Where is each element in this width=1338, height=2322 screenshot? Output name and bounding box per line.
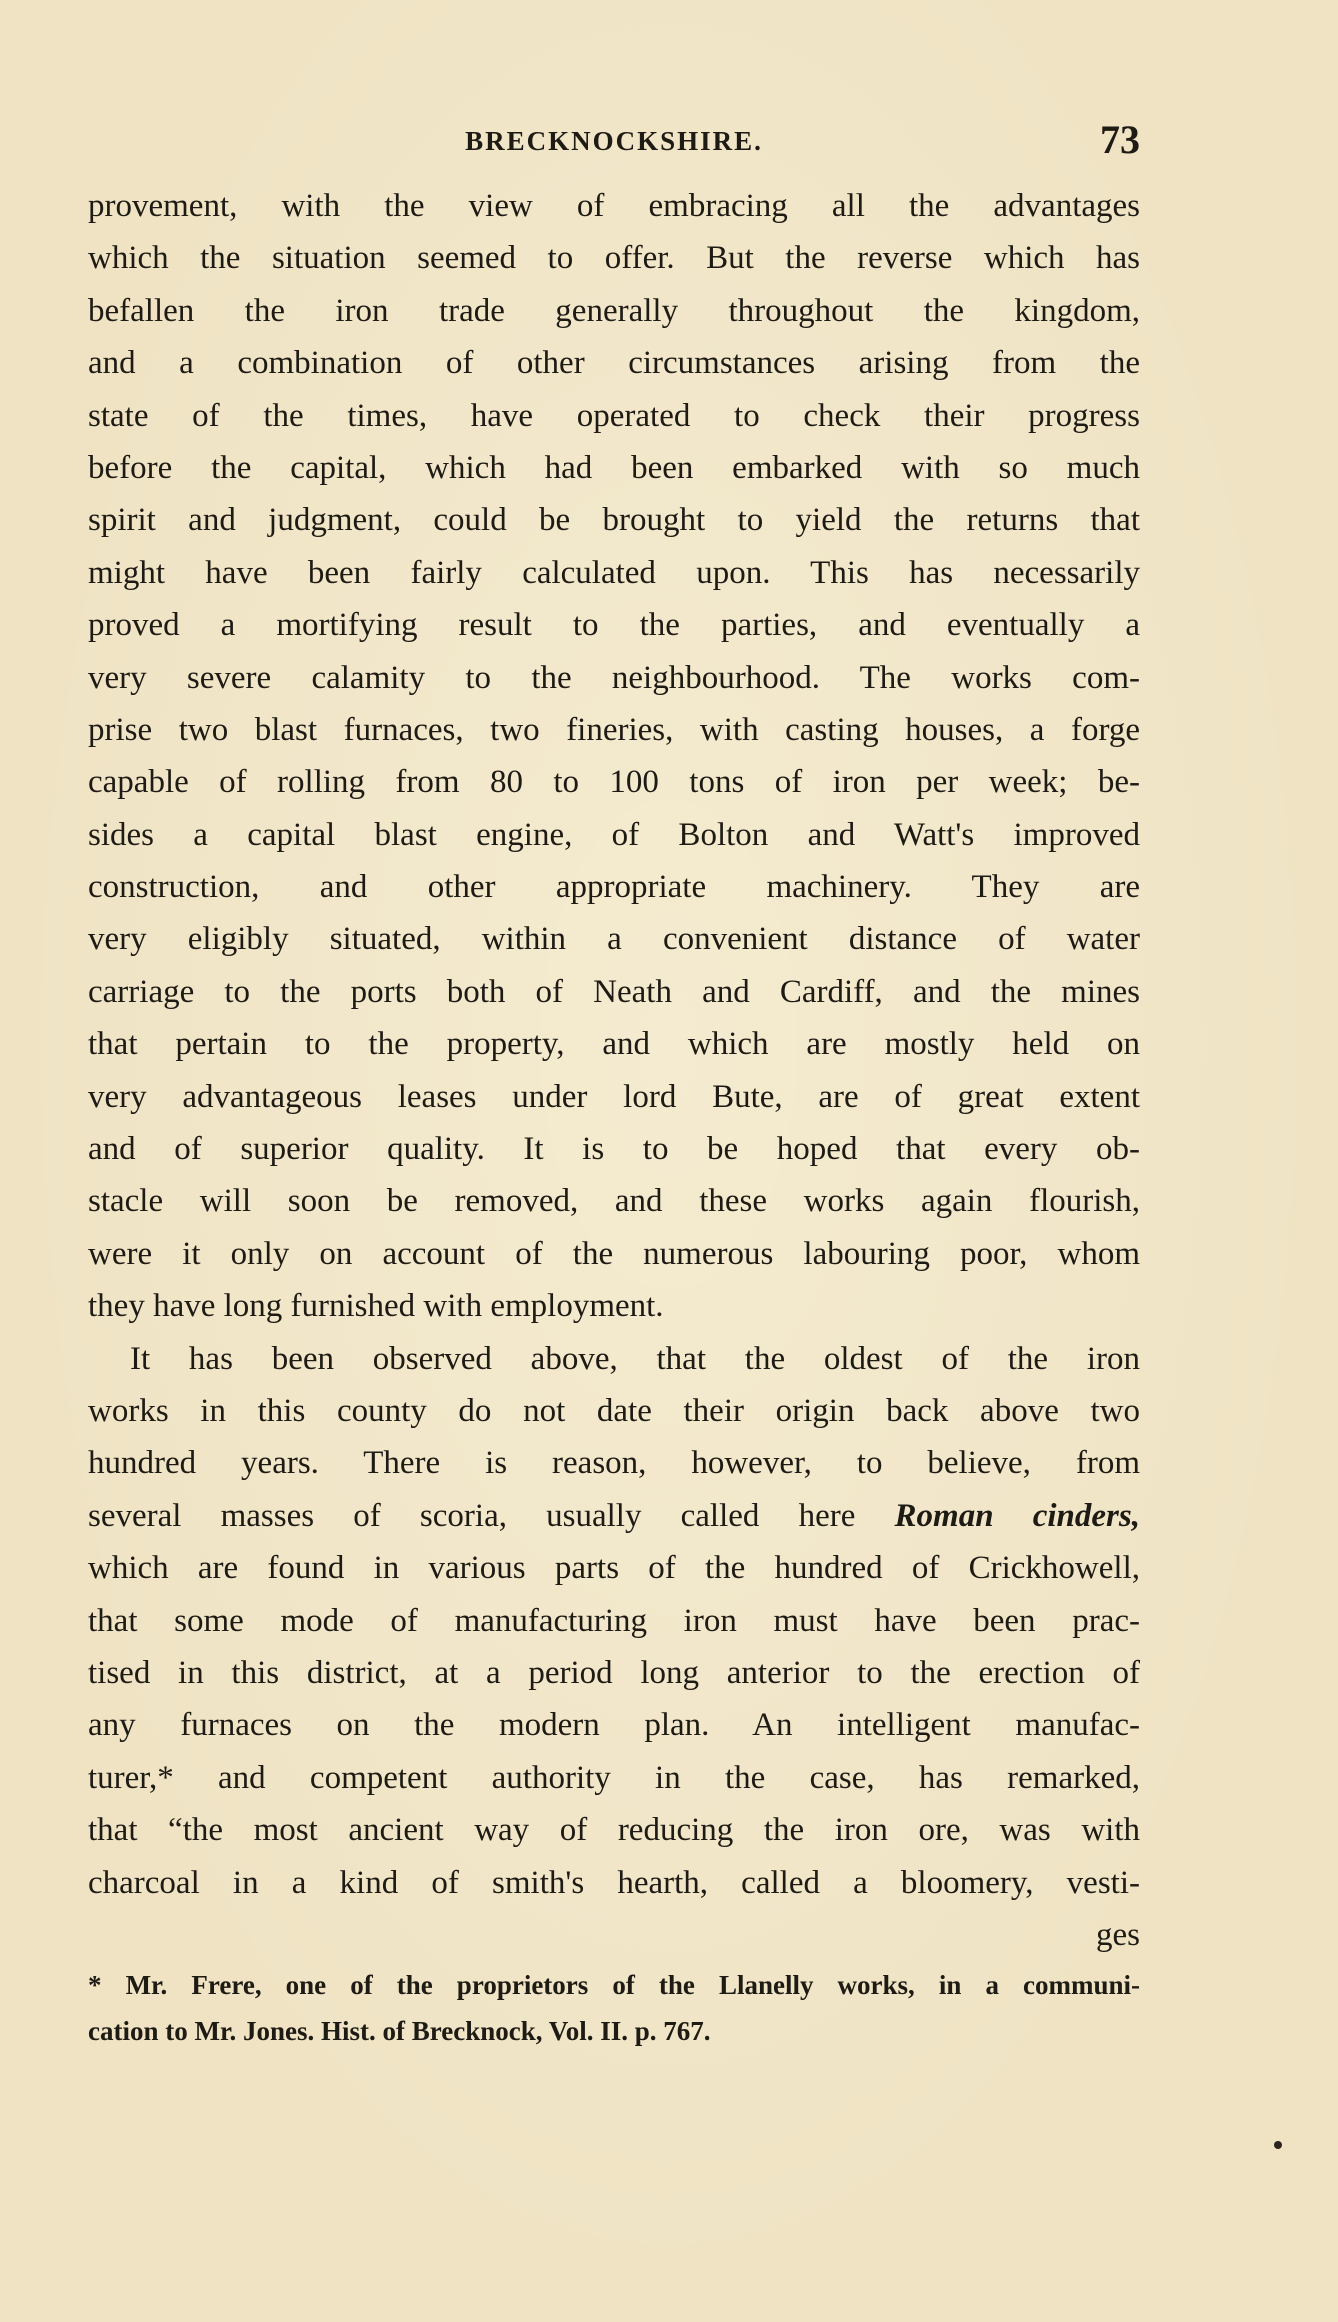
footnote-line: * Mr. Frere, one of the proprietors of the Llanelly works, in a communi-	[88, 1970, 1140, 2000]
text-line: construction, and other appropriate machinery. They are	[88, 869, 1140, 906]
text-line: very advantageous leases under lord Bute, are of great extent	[88, 1078, 1140, 1115]
text-line: charcoal in a kind of smith's hearth, called a bloomery, vesti-	[88, 1864, 1140, 1901]
ink-speck	[1274, 2141, 1282, 2149]
text-line: tised in this district, at a period long anterior to the erection of	[88, 1654, 1140, 1691]
text-line: stacle will soon be removed, and these works again flourish,	[88, 1183, 1140, 1220]
text-line: befallen the iron trade generally throughout the kingdom,	[88, 292, 1140, 329]
text-line: carriage to the ports both of Neath and Cardiff, and the mines	[88, 973, 1140, 1010]
text-line: state of the times, have operated to check their progress	[88, 397, 1140, 434]
paragraph-start-line: It has been observed above, that the oldest of the iron	[130, 1340, 1140, 1377]
text-line: prise two blast furnaces, two fineries, with casting houses, a forge	[88, 711, 1140, 748]
text-line: hundred years. There is reason, however, to believe, from	[88, 1445, 1140, 1482]
text-line: very eligibly situated, within a convenient distance of water	[88, 921, 1140, 958]
text-line: might have been fairly calculated upon. This has necessarily	[88, 554, 1140, 591]
body-text	[88, 180, 1140, 1961]
text-line: works in this county do not date their origin back above two	[88, 1392, 1140, 1429]
text-line: that “the most ancient way of reducing the iron ore, was with	[88, 1812, 1140, 1849]
text-line: and a combination of other circumstances arising from the	[88, 345, 1140, 382]
page-number: 73	[1100, 117, 1140, 162]
text-line: and of superior quality. It is to be hoped that every ob-	[88, 1131, 1140, 1168]
page-header	[88, 117, 1140, 162]
text-line: turer,* and competent authority in the case, has remarked,	[88, 1759, 1140, 1796]
text-line: provement, with the view of embracing all the advantages	[88, 188, 1140, 224]
text-line: that pertain to the property, and which are mostly held on	[88, 1026, 1140, 1063]
text-line: that some mode of manufacturing iron must have been prac-	[88, 1602, 1140, 1639]
text-segment: several masses of scoria, usually called here	[88, 1497, 856, 1534]
text-line: which are found in various parts of the hundred of Crickhowell,	[88, 1550, 1140, 1587]
running-head: BRECKNOCKSHIRE.	[465, 126, 763, 156]
text-line: very severe calamity to the neighbourhood. The works com-	[88, 659, 1140, 696]
text-line: proved a mortifying result to the parties, and eventually a	[88, 607, 1140, 644]
emphasis-roman-cinders: Roman cinders,	[894, 1497, 1140, 1534]
text-line: before the capital, which had been embarked with so much	[88, 449, 1140, 486]
text-line: capable of rolling from 80 to 100 tons of iron per week; be-	[88, 764, 1140, 801]
text-line: which the situation seemed to offer. But the reverse which has	[88, 240, 1140, 277]
text-line: spirit and judgment, could be brought to yield the returns that	[88, 502, 1140, 539]
text-line: they have long furnished with employment.	[88, 1288, 664, 1325]
footnote-line: cation to Mr. Jones. Hist. of Brecknock, Vol. II. p. 767.	[88, 2016, 711, 2046]
text-line: were it only on account of the numerous labouring poor, whom	[88, 1235, 1140, 1272]
text-line-with-emphasis	[88, 1490, 1140, 1542]
footnote	[88, 1962, 1140, 2054]
text-line: sides a capital blast engine, of Bolton and Watt's improved	[88, 816, 1140, 853]
catchword: ges	[1096, 1916, 1140, 1953]
text-line: any furnaces on the modern plan. An intelligent manufac-	[88, 1707, 1140, 1744]
